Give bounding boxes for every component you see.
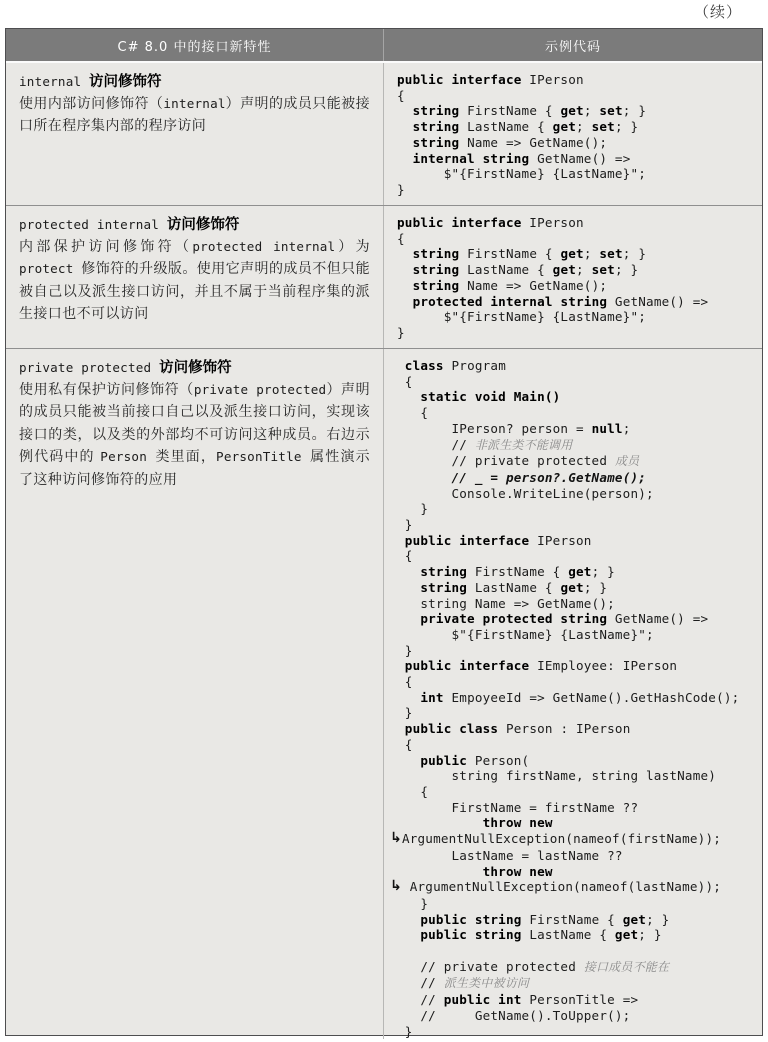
code-line [397, 896, 758, 912]
text-segment: get [552, 262, 577, 278]
text-segment: get [568, 564, 592, 580]
text-segment: get [560, 103, 584, 119]
text-segment: internal string [412, 150, 530, 166]
text-segment: internal [163, 96, 226, 111]
text-segment: ; } [646, 911, 670, 927]
text-segment: // [397, 992, 444, 1008]
table-header [6, 29, 762, 63]
text-segment: FirstName { [467, 564, 569, 580]
text-segment: string [412, 277, 460, 293]
text-segment: 派生类中被访问 [443, 976, 530, 991]
text-segment: protect [19, 261, 82, 277]
text-segment [397, 721, 405, 736]
code-line [397, 690, 758, 706]
text-segment: $"{FirstName} {LastName}"; [397, 626, 654, 642]
code-line [397, 135, 758, 151]
code-line [397, 864, 758, 880]
text-segment [397, 912, 420, 927]
text-segment [397, 262, 413, 277]
text-segment: $"{FirstName} {LastName}"; [397, 166, 647, 182]
feature-cell [6, 63, 384, 205]
code-line [397, 501, 758, 517]
text-segment: 使用内部访问修饰符（ [19, 96, 164, 112]
text-segment: string Name => GetName(); [397, 595, 615, 611]
code-line [397, 215, 758, 231]
code-line [397, 325, 758, 341]
text-segment: public interface [404, 658, 530, 674]
header-feature-column: C# 8.0 中的接口新特性 [6, 29, 384, 61]
text-segment: LastName { [521, 927, 615, 943]
text-segment [397, 358, 405, 373]
text-segment [397, 815, 483, 830]
header-code-column: 示例代码 [544, 39, 601, 55]
text-segment: Person( [467, 752, 530, 768]
feature-description [19, 93, 370, 138]
text-segment: // _ = person?.GetName(); [451, 469, 647, 485]
text-segment: ; } [614, 119, 639, 135]
code-line [397, 975, 758, 992]
text-segment: class [404, 358, 444, 373]
text-segment: protected internal [192, 239, 336, 254]
continued-label: （续） [693, 3, 742, 21]
text-segment: protected internal [19, 217, 167, 232]
text-segment: { [397, 736, 413, 752]
text-segment: { [397, 87, 405, 103]
text-segment: // [397, 436, 475, 452]
code-line [397, 848, 758, 864]
text-segment: ; [622, 420, 631, 436]
code-line [397, 596, 758, 612]
text-segment: string [412, 103, 460, 119]
text-segment: public class [404, 721, 499, 737]
text-segment: PersonTitle [216, 449, 311, 465]
text-segment: throw new [482, 863, 553, 879]
text-segment [397, 278, 413, 293]
text-segment: FirstName { [521, 911, 623, 927]
text-segment: } [397, 181, 405, 197]
text-segment: string [412, 246, 460, 262]
wrap-arrow-icon: ↳ [390, 878, 402, 895]
code-line [397, 486, 758, 502]
feature-cell [6, 349, 384, 1039]
text-segment: get [622, 911, 647, 927]
text-segment: // GetName().ToUpper(); [397, 1007, 631, 1023]
text-segment: 访问修饰符 [166, 217, 240, 233]
text-segment: Console.WriteLine(person); [397, 485, 654, 501]
text-segment: IPerson [521, 215, 584, 230]
code-line [397, 88, 758, 104]
code-line [397, 231, 758, 247]
text-segment: ; [576, 119, 592, 135]
text-segment: ; [583, 246, 600, 262]
text-segment: get [614, 927, 639, 943]
text-segment: LastName { [459, 262, 553, 278]
text-segment: public int [443, 992, 522, 1008]
text-segment [397, 135, 413, 150]
text-segment: Person [100, 449, 156, 465]
text-segment: set [591, 262, 615, 278]
text-segment: ; } [638, 927, 662, 943]
text-segment: { [397, 674, 413, 690]
text-segment: { [397, 405, 429, 421]
text-segment: private protected [19, 360, 160, 375]
text-segment: internal [19, 74, 90, 89]
code-line [397, 784, 758, 800]
code-line [397, 437, 758, 454]
code-line [397, 309, 758, 325]
code-line [397, 119, 758, 135]
text-segment: } [397, 1023, 413, 1039]
text-segment: string [420, 579, 468, 595]
code-line [390, 830, 758, 848]
wrap-arrow-icon: ↳ [390, 830, 402, 847]
code-line [397, 1008, 758, 1024]
feature-title [19, 214, 370, 236]
text-segment: public string [420, 911, 522, 927]
text-segment: } [397, 705, 413, 721]
text-segment: } [397, 642, 413, 658]
text-segment: { [397, 783, 429, 799]
text-segment [397, 580, 420, 595]
text-segment: IEmployee: IPerson [529, 658, 678, 674]
text-segment: public string [420, 927, 522, 943]
code-line [397, 959, 758, 976]
text-segment: 属性演示了这种访问修饰符的应用 [19, 449, 370, 488]
code-line [397, 658, 758, 674]
code-line [397, 927, 758, 943]
text-segment: public interface [397, 72, 522, 87]
text-segment [397, 658, 405, 673]
code-line [397, 470, 758, 486]
text-segment: 非派生类不能调用 [474, 437, 573, 452]
text-segment: ArgumentNullException(nameof(firstName)); [401, 831, 722, 847]
text-segment: get [560, 579, 584, 595]
code-line [397, 627, 758, 643]
code-line [397, 768, 758, 784]
code-line [397, 294, 758, 310]
text-segment: GetName() => [607, 293, 709, 309]
text-segment: throw new [482, 815, 553, 831]
text-segment [397, 151, 413, 166]
text-segment [397, 470, 451, 485]
code-cell [384, 206, 762, 348]
text-segment: ; } [622, 103, 647, 119]
text-segment: ArgumentNullException(nameof(lastName)); [401, 879, 722, 895]
text-segment [397, 103, 413, 118]
code-line [397, 564, 758, 580]
text-segment: // [397, 975, 444, 991]
table-row [6, 206, 762, 349]
text-segment: string [412, 119, 460, 135]
text-segment: $"{FirstName} {LastName}"; [397, 309, 647, 325]
text-segment: set [591, 119, 615, 135]
text-segment: GetName() => [529, 150, 631, 166]
code-line [397, 421, 758, 437]
text-segment [397, 753, 420, 768]
code-line [397, 674, 758, 690]
text-segment: 使用私有保护访问修饰符（ [19, 382, 194, 398]
text-segment [397, 246, 413, 261]
code-line [397, 389, 758, 405]
text-segment: IPerson [529, 532, 592, 548]
text-segment: string [412, 134, 460, 150]
text-segment: FirstName { [459, 103, 561, 119]
text-segment: int [420, 689, 444, 705]
code-line [397, 182, 758, 198]
code-line [397, 737, 758, 753]
code-line [397, 815, 758, 831]
text-segment: LastName { [467, 579, 561, 595]
text-segment: ）声明的成员只能被当前接口自己以及派生接口访问，实现该接口的类，以及类的外部均不可访问这种成员。右边示例代码中的 [19, 382, 371, 466]
text-segment [397, 611, 420, 626]
code-line [397, 1024, 758, 1040]
table-row [6, 63, 762, 206]
text-segment: ; [576, 262, 592, 278]
text-segment [397, 389, 420, 404]
text-segment: EmpoyeeId => GetName().GetHashCode(); [443, 689, 740, 705]
table-body [6, 63, 762, 1039]
text-segment: { [397, 373, 413, 389]
code-line [397, 548, 758, 564]
text-segment: } [397, 895, 429, 911]
code-line [397, 800, 758, 816]
text-segment: PersonTitle => [521, 992, 639, 1008]
feature-title [19, 71, 370, 93]
code-line [397, 580, 758, 596]
text-segment: public [420, 752, 468, 768]
code-line [397, 405, 758, 421]
code-line [397, 753, 758, 769]
text-segment: IPerson? person = [397, 420, 592, 436]
text-segment [397, 864, 483, 879]
code-line [397, 453, 758, 470]
text-segment: ; } [614, 262, 639, 278]
text-segment: Program [443, 358, 506, 373]
text-segment: ; } [622, 246, 647, 262]
feature-table [5, 28, 763, 1039]
text-segment [397, 927, 420, 942]
text-segment: // private protected [397, 453, 615, 469]
text-segment [397, 294, 413, 309]
text-segment: protected internal string [412, 293, 608, 309]
text-segment [397, 119, 413, 134]
feature-title [19, 357, 370, 379]
text-segment: static void Main() [420, 389, 561, 405]
text-segment: ）为 [335, 239, 371, 255]
text-segment: get [552, 119, 577, 135]
feature-description [19, 379, 370, 491]
text-segment: ; } [591, 564, 615, 580]
text-segment: Name => GetName(); [459, 134, 608, 150]
text-segment: LastName = lastName ?? [397, 847, 623, 863]
code-line [390, 878, 758, 896]
text-segment: string firstName, string lastName) [397, 768, 717, 784]
text-segment: 接口成员不能在 [583, 959, 670, 974]
code-line [397, 533, 758, 549]
feature-description [19, 236, 370, 326]
feature-cell [6, 206, 384, 348]
text-segment [397, 533, 405, 548]
text-segment: 访问修饰符 [159, 360, 232, 376]
code-line [397, 103, 758, 119]
code-line [397, 246, 758, 262]
text-segment: 内部保护访问修饰符（ [19, 239, 193, 255]
text-segment: { [397, 548, 413, 564]
text-segment: IPerson [521, 72, 584, 87]
text-segment: ）声明的成员只能被接口所在程序集内部的程序访问 [19, 96, 371, 135]
text-segment: string [412, 262, 460, 278]
code-cell [384, 63, 762, 205]
text-segment [397, 690, 420, 705]
text-segment: // private protected [397, 958, 584, 974]
text-segment: LastName { [459, 119, 553, 135]
text-segment: ; [583, 103, 600, 119]
text-segment: set [599, 246, 623, 262]
text-segment: private protected string [420, 611, 608, 627]
text-segment: string [420, 564, 468, 580]
code-line [397, 943, 758, 959]
code-line [397, 72, 758, 88]
text-segment: Person : IPerson [498, 721, 631, 737]
text-segment: 修饰符的升级版。使用它声明的成员不但只能被自己以及派生接口访问，并且不属于当前程序集的派生接口也不可以访问 [19, 261, 370, 323]
text-segment: private protected [193, 382, 327, 397]
text-segment: get [560, 246, 584, 262]
text-segment: } [397, 501, 429, 517]
text-segment: ; } [583, 579, 608, 595]
code-line [397, 151, 758, 167]
text-segment: set [599, 103, 623, 119]
code-line [397, 912, 758, 928]
text-segment: 访问修饰符 [89, 74, 162, 90]
text-segment: FirstName = firstName ?? [397, 799, 639, 815]
text-segment: null [591, 420, 623, 436]
code-line [397, 517, 758, 533]
code-line [397, 992, 758, 1008]
code-line [397, 278, 758, 294]
code-line [397, 262, 758, 278]
code-line [397, 166, 758, 182]
code-line [397, 374, 758, 390]
code-line [397, 358, 758, 374]
text-segment: } [397, 324, 405, 340]
table-row [6, 349, 762, 1039]
code-line [397, 705, 758, 721]
code-cell [384, 349, 762, 1039]
text-segment: 成员 [614, 454, 640, 469]
text-segment: Name => GetName(); [459, 277, 608, 293]
text-segment: 类里面， [155, 449, 217, 466]
text-segment: { [397, 230, 405, 246]
text-segment: FirstName { [459, 246, 561, 262]
text-segment: public interface [397, 215, 522, 230]
code-line [397, 611, 758, 627]
text-segment [397, 564, 420, 579]
text-segment: } [397, 517, 413, 533]
text-segment: public interface [404, 532, 530, 548]
text-segment: GetName() => [607, 611, 709, 627]
code-line [397, 643, 758, 659]
code-line [397, 721, 758, 737]
